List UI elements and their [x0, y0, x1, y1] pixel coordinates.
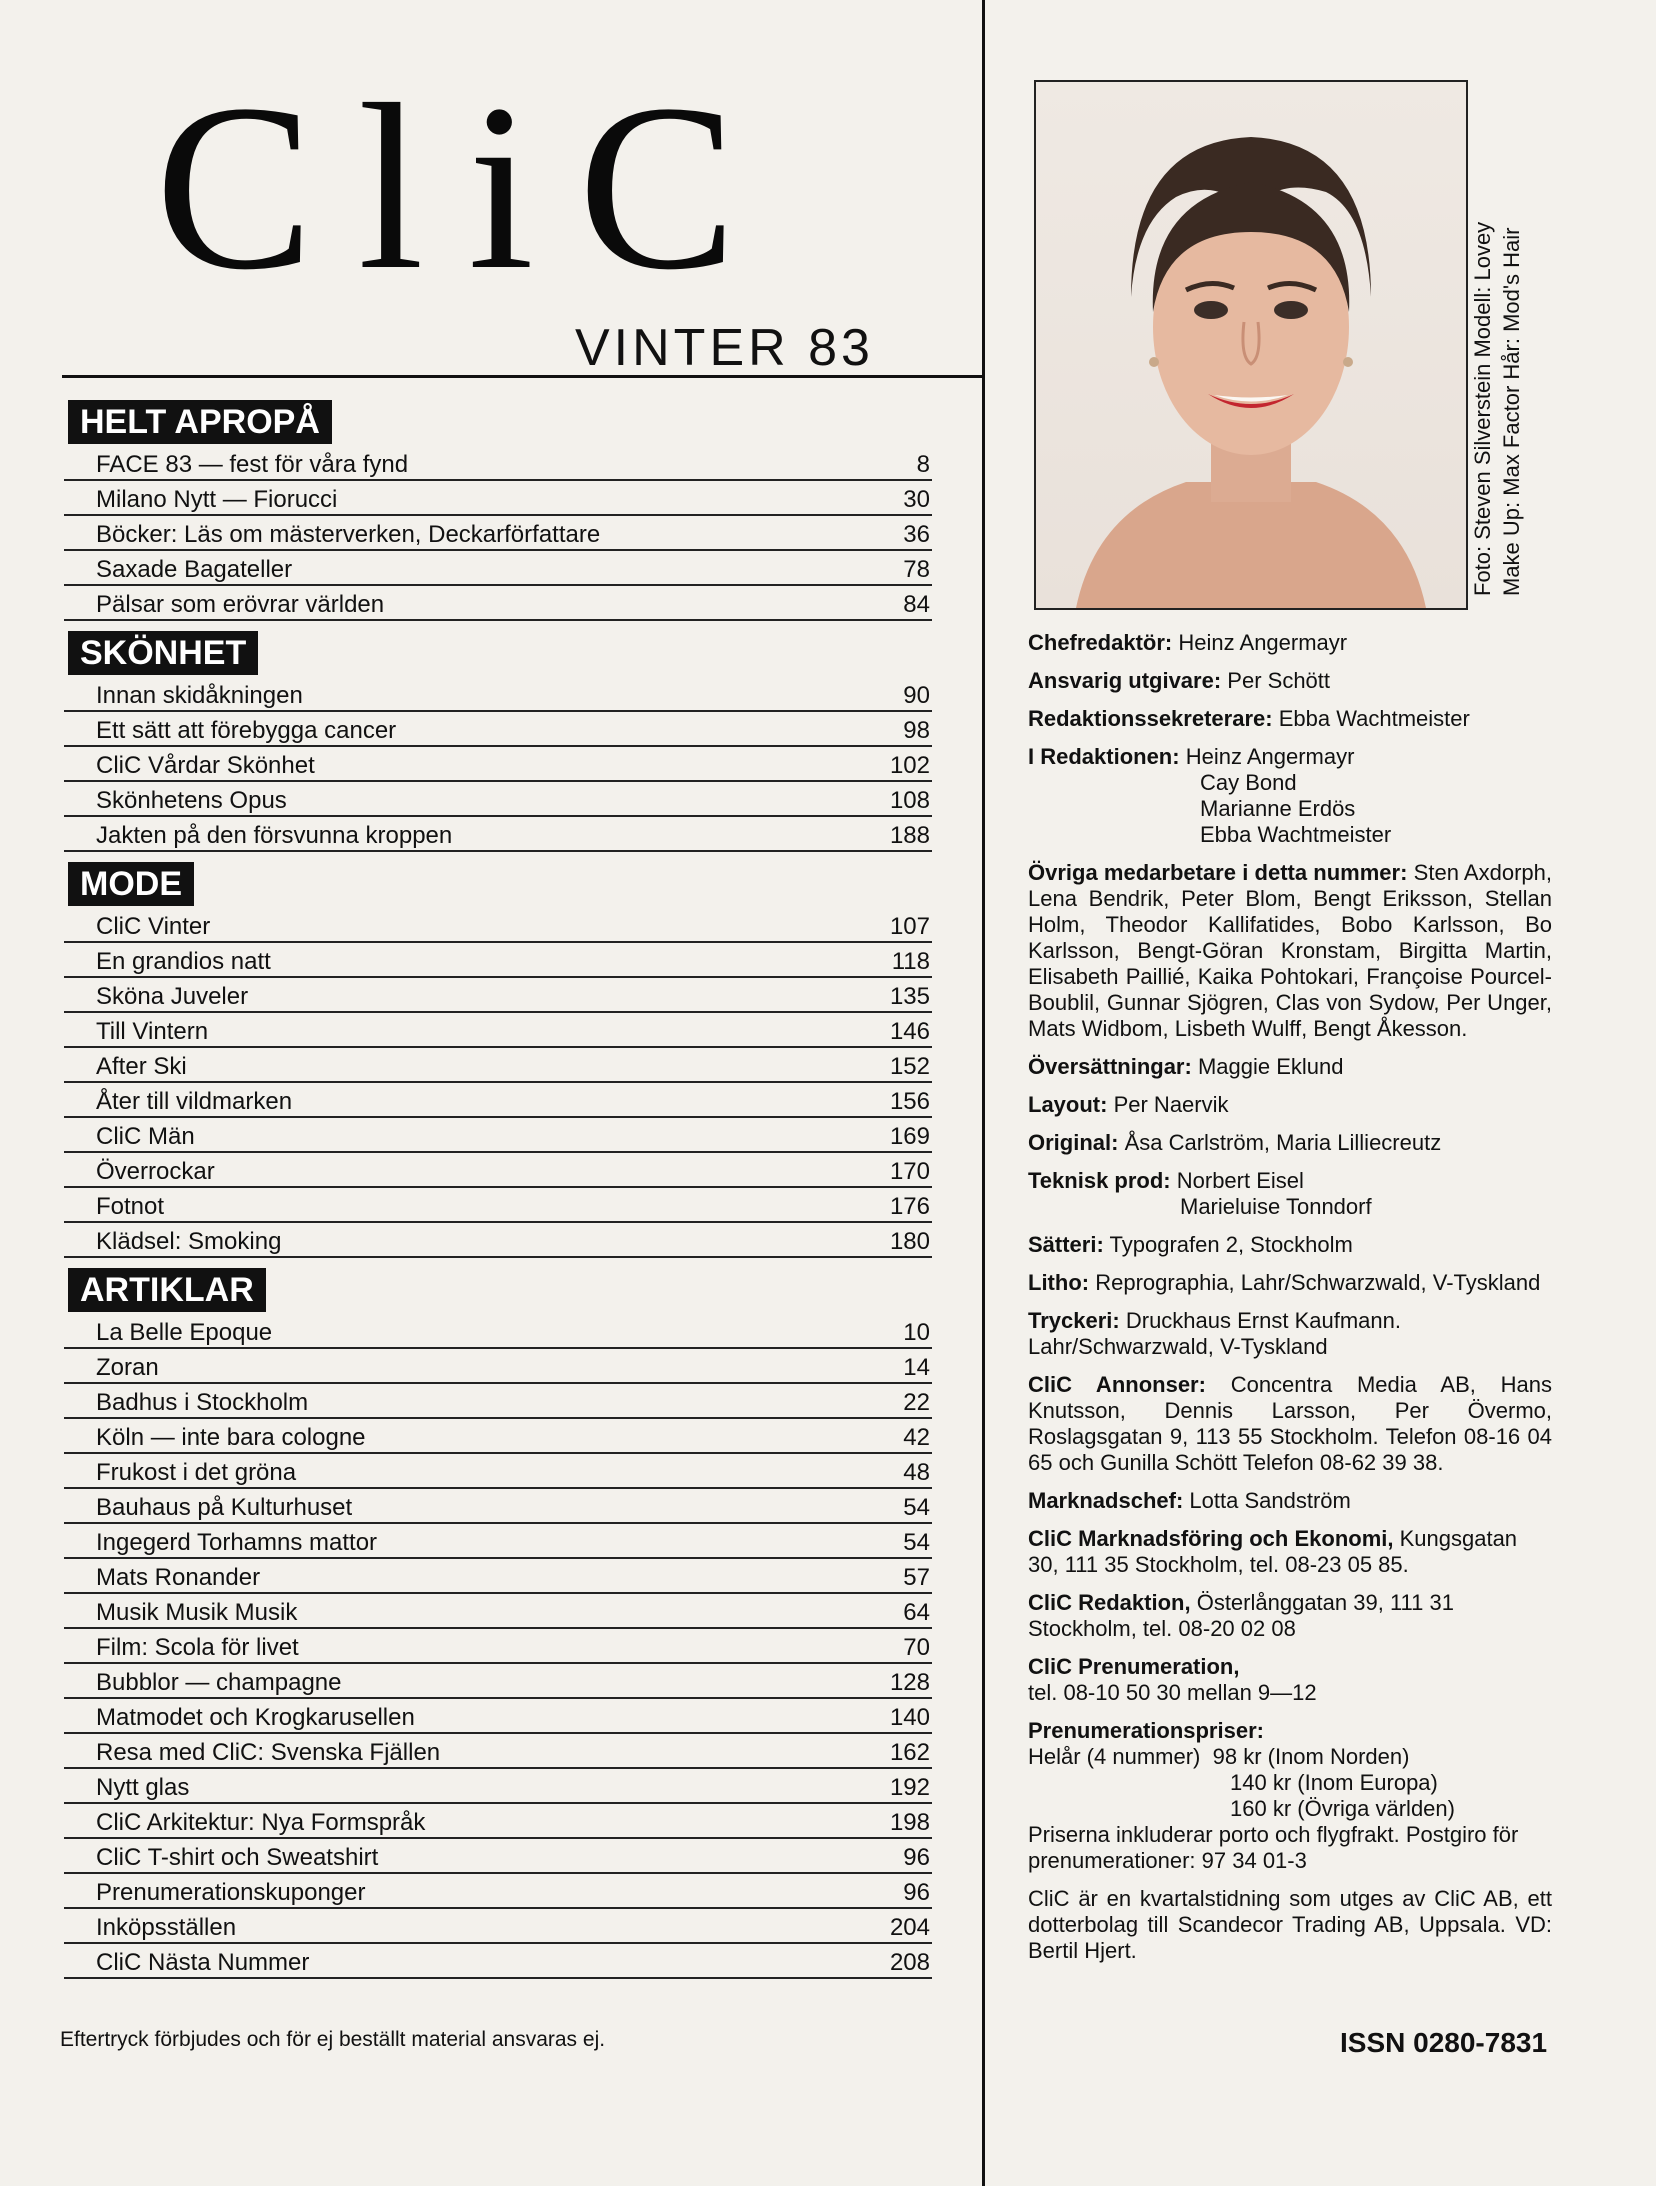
label: Chefredaktör:: [1028, 630, 1173, 655]
toc-title: Badhus i Stockholm: [96, 1389, 309, 1416]
toc-page: 140: [889, 1704, 930, 1731]
toc-row[interactable]: [64, 1909, 932, 1944]
toc-row[interactable]: [64, 481, 932, 516]
toc-page: 64: [903, 1599, 930, 1626]
toc-title: Bauhaus på Kulturhuset: [96, 1494, 353, 1521]
toc-page: 135: [889, 983, 930, 1010]
label: Litho:: [1028, 1270, 1090, 1295]
toc-title: Film: Scola för livet: [96, 1634, 299, 1661]
toc-title: Frukost i det gröna: [96, 1459, 297, 1486]
toc-page: 57: [903, 1564, 930, 1591]
toc-title: Zoran: [96, 1354, 159, 1381]
toc-page: 162: [889, 1739, 930, 1766]
toc-row[interactable]: [64, 1734, 932, 1769]
toc-title: Matmodet och Krogkarusellen: [96, 1704, 415, 1731]
toc-row[interactable]: [64, 908, 932, 943]
magazine-logo: CliC: [155, 56, 781, 319]
toc-row[interactable]: [64, 782, 932, 817]
toc-row[interactable]: [64, 1118, 932, 1153]
value: Heinz Angermayr: [1178, 630, 1348, 655]
toc-page: 54: [903, 1494, 930, 1521]
value: Reprographia, Lahr/Schwarzwald, V-Tyskland: [1095, 1270, 1541, 1295]
toc-page: 108: [889, 787, 930, 814]
label: CliC Marknadsföring och Ekonomi,: [1028, 1526, 1394, 1551]
toc-page: 90: [903, 682, 930, 709]
value: Marieluise Tonndorf: [1180, 1194, 1372, 1219]
toc-row[interactable]: [64, 1769, 932, 1804]
toc-title: Ingegerd Torhamns mattor: [96, 1529, 378, 1556]
value: Helår (4 nummer): [1028, 1744, 1201, 1769]
section-heading: SKÖNHET: [68, 631, 258, 675]
value: Ebba Wachtmeister: [1278, 706, 1470, 731]
toc-row[interactable]: [64, 551, 932, 586]
toc-row[interactable]: [64, 1944, 932, 1979]
toc-row[interactable]: [64, 747, 932, 782]
copyright-note: Eftertryck förbjudes och för ej beställt material ansvaras ej.: [60, 2028, 606, 2051]
toc-page: 128: [889, 1669, 930, 1696]
toc-title: CliC Vinter: [96, 913, 211, 940]
label: Prenumerationspriser:: [1028, 1718, 1264, 1743]
toc-title: CliC Män: [96, 1123, 195, 1150]
column-divider: [982, 0, 985, 2186]
toc-title: After Ski: [96, 1053, 187, 1080]
toc-title: Åter till vildmarken: [96, 1088, 293, 1115]
toc-page: 36: [903, 521, 930, 548]
table-of-contents: [64, 398, 932, 1979]
toc-row[interactable]: [64, 1629, 932, 1664]
cover-model-photo: [1034, 80, 1468, 610]
value: 98 kr (Inom Norden): [1212, 1744, 1410, 1769]
toc-page: 84: [903, 591, 930, 618]
toc-title: Klädsel: Smoking: [96, 1228, 282, 1255]
toc-row[interactable]: [64, 1083, 932, 1118]
value: Maggie Eklund: [1197, 1054, 1344, 1079]
value: Kungsgatan 30, 111 35 Stockholm, tel. 08-23 05 85.: [1028, 1526, 1518, 1577]
toc-row[interactable]: [64, 1874, 932, 1909]
toc-row[interactable]: [64, 817, 932, 852]
toc-row[interactable]: [64, 677, 932, 712]
toc-title: CliC T-shirt och Sweatshirt: [96, 1844, 379, 1871]
label: Sätteri:: [1028, 1232, 1104, 1257]
toc-page: 14: [903, 1354, 930, 1381]
value: tel. 08-10 50 30 mellan 9—12: [1028, 1680, 1317, 1705]
toc-page: 176: [889, 1193, 930, 1220]
toc-section-helt-apropa: [64, 398, 932, 621]
value: Concentra Media AB, Hans Knutsson, Dennis Larsson, Per Övermo, Roslagsgatan 9, 113 55 Stockholm. Telefon 08-16 04 65 och Gunilla Schött Telefon 08-62 39 38.: [1028, 1372, 1552, 1475]
label: CliC Annonser:: [1028, 1372, 1206, 1397]
label: Översättningar:: [1028, 1054, 1192, 1079]
toc-page: 169: [889, 1123, 930, 1150]
issn: ISSN 0280-7831: [1340, 2027, 1548, 2058]
value: CliC är en kvartalstidning som utges av CliC AB, ett dotterbolag till Scandecor Trading AB, Uppsala. VD: Bertil Hjert.: [1028, 1886, 1552, 1963]
toc-row[interactable]: [64, 1349, 932, 1384]
toc-title: Böcker: Läs om mästerverken, Deckarförfattare: [96, 521, 601, 548]
label: Övriga medarbetare i detta nummer:: [1028, 860, 1408, 885]
photo-credit: [1468, 80, 1526, 606]
issue-label: VINTER 83: [575, 319, 874, 377]
toc-title: Resa med CliC: Svenska Fjällen: [96, 1739, 441, 1766]
toc-title: Till Vintern: [96, 1018, 209, 1045]
value: Norbert Eisel: [1176, 1168, 1304, 1193]
toc-page: 42: [903, 1424, 930, 1451]
toc-page: 156: [889, 1088, 930, 1115]
value: Lotta Sandström: [1189, 1488, 1351, 1513]
toc-page: 10: [903, 1319, 930, 1346]
toc-page: 30: [903, 486, 930, 513]
toc-page: 70: [903, 1634, 930, 1661]
toc-page: 192: [889, 1774, 930, 1801]
toc-page: 8: [916, 451, 930, 478]
toc-title: Sköna Juveler: [96, 983, 249, 1010]
label: Teknisk prod:: [1028, 1168, 1171, 1193]
toc-page: 198: [889, 1809, 930, 1836]
toc-row[interactable]: [64, 1223, 932, 1258]
toc-row[interactable]: [64, 1384, 932, 1419]
toc-title: Saxade Bagateller: [96, 556, 293, 583]
toc-row[interactable]: [64, 712, 932, 747]
toc-title: Nytt glas: [96, 1774, 190, 1801]
photo-credit-line: Make Up: Max Factor Hår: Mod's Hair: [1499, 227, 1524, 596]
toc-title: Ett sätt att förebygga cancer: [96, 717, 397, 744]
toc-row[interactable]: [64, 1419, 932, 1454]
toc-page: 118: [891, 948, 930, 975]
toc-page: 96: [903, 1879, 930, 1906]
toc-row[interactable]: [64, 1804, 932, 1839]
toc-title: Inköpsställen: [96, 1914, 237, 1941]
toc-page: 22: [903, 1389, 930, 1416]
toc-title: Musik Musik Musik: [96, 1599, 298, 1626]
toc-title: Skönhetens Opus: [96, 787, 287, 814]
label: Redaktionssekreterare:: [1028, 706, 1273, 731]
toc-title: En grandios natt: [96, 948, 271, 975]
toc-page: 146: [889, 1018, 930, 1045]
toc-page: 102: [889, 752, 930, 779]
value: Marianne Erdös: [1200, 796, 1356, 821]
toc-page: 98: [903, 717, 930, 744]
label: Layout:: [1028, 1092, 1108, 1117]
toc-title: CliC Vårdar Skönhet: [96, 752, 315, 779]
toc-page: 170: [889, 1158, 930, 1185]
toc-row[interactable]: [64, 978, 932, 1013]
toc-title: CliC Nästa Nummer: [96, 1949, 310, 1976]
photo-credit-line: Foto: Steven Silverstein Modell: Lovey: [1470, 221, 1495, 596]
toc-title: Prenumerationskuponger: [96, 1879, 366, 1906]
toc-row[interactable]: [64, 516, 932, 551]
toc-title: Fotnot: [96, 1193, 165, 1220]
toc-title: Bubblor — champagne: [96, 1669, 342, 1696]
value: Ebba Wachtmeister: [1200, 822, 1392, 847]
toc-row[interactable]: [64, 1664, 932, 1699]
toc-row[interactable]: [64, 1188, 932, 1223]
toc-row[interactable]: [64, 1314, 932, 1349]
value: 140 kr (Inom Europa): [1230, 1770, 1438, 1795]
toc-row[interactable]: [64, 1559, 932, 1594]
value: Per Schött: [1227, 668, 1331, 693]
toc-row[interactable]: [64, 1699, 932, 1734]
toc-page: 152: [889, 1053, 930, 1080]
value: Priserna inkluderar porto och flygfrakt. Postgiro för prenumerationer: 97 34 01-3: [1028, 1822, 1519, 1873]
toc-row[interactable]: [64, 1013, 932, 1048]
toc-page: 204: [889, 1914, 930, 1941]
masthead: [1028, 630, 1552, 1976]
toc-page: 48: [903, 1459, 930, 1486]
toc-row[interactable]: [64, 1524, 932, 1559]
value: Cay Bond: [1200, 770, 1297, 795]
toc-title: FACE 83 — fest för våra fynd: [96, 451, 409, 478]
toc-title: Milano Nytt — Fiorucci: [96, 486, 338, 513]
section-heading: HELT APROPÅ: [68, 400, 332, 444]
label: Original:: [1028, 1130, 1119, 1155]
toc-title: Innan skidåkningen: [96, 682, 303, 709]
value: Åsa Carlström, Maria Lilliecreutz: [1124, 1130, 1442, 1155]
toc-page: 54: [903, 1529, 930, 1556]
label: CliC Prenumeration,: [1028, 1654, 1240, 1679]
label: CliC Redaktion,: [1028, 1590, 1191, 1615]
toc-title: Pälsar som erövrar världen: [96, 591, 385, 618]
toc-row[interactable]: [64, 1454, 932, 1489]
toc-title: CliC Arkitektur: Nya Formspråk: [96, 1809, 426, 1836]
toc-row[interactable]: [64, 943, 932, 978]
toc-title: La Belle Epoque: [96, 1319, 273, 1346]
label: Tryckeri:: [1028, 1308, 1120, 1333]
section-heading: MODE: [68, 862, 194, 906]
value: Heinz Angermayr: [1185, 744, 1355, 769]
toc-title: Köln — inte bara cologne: [96, 1424, 366, 1451]
toc-section-artiklar: [64, 1266, 932, 1979]
portrait-illustration: [1036, 82, 1466, 608]
toc-row[interactable]: [64, 586, 932, 621]
value: Sten Axdorph, Lena Bendrik, Peter Blom, Bengt Eriksson, Stellan Holm, Theodor Kallifatides, Bobo Karlsson, Bo Karlsson, Bengt-Göran Kronstam, Birgitta Martin, Elisabeth Paillié, Kaika Pohtokari, Françoise Pourcel-Boublil, Gunnar Sjögren, Clas von Sydow, Per Unger, Mats Widbom, Lisbeth Wulff, Bengt Åkesson.: [1028, 860, 1552, 1041]
value: Per Naervik: [1113, 1092, 1229, 1117]
toc-section-mode: [64, 860, 932, 1258]
toc-row[interactable]: [64, 1839, 932, 1874]
toc-row[interactable]: [64, 1489, 932, 1524]
label: I Redaktionen:: [1028, 744, 1180, 769]
toc-page: 96: [903, 1844, 930, 1871]
label: Ansvarig utgivare:: [1028, 668, 1222, 693]
toc-row[interactable]: [64, 446, 932, 481]
label: Marknadschef:: [1028, 1488, 1184, 1513]
toc-section-skonhet: [64, 629, 932, 852]
toc-title: Överrockar: [96, 1158, 215, 1185]
toc-page: 188: [889, 822, 930, 849]
toc-page: 107: [889, 913, 930, 940]
section-heading: ARTIKLAR: [68, 1268, 266, 1312]
toc-title: Mats Ronander: [96, 1564, 261, 1591]
toc-page: 180: [889, 1228, 930, 1255]
toc-row[interactable]: [64, 1153, 932, 1188]
value: Typografen 2, Stockholm: [1109, 1232, 1353, 1257]
value: Druckhaus Ernst Kaufmann. Lahr/Schwarzwald, V-Tyskland: [1028, 1308, 1401, 1359]
toc-row[interactable]: [64, 1594, 932, 1629]
value: 160 kr (Övriga världen): [1230, 1796, 1455, 1821]
toc-page: 208: [889, 1949, 930, 1976]
value: Österlånggatan 39, 111 31 Stockholm, tel. 08-20 02 08: [1028, 1590, 1454, 1641]
toc-page: 78: [903, 556, 930, 583]
toc-row[interactable]: [64, 1048, 932, 1083]
toc-title: Jakten på den försvunna kroppen: [96, 822, 453, 849]
